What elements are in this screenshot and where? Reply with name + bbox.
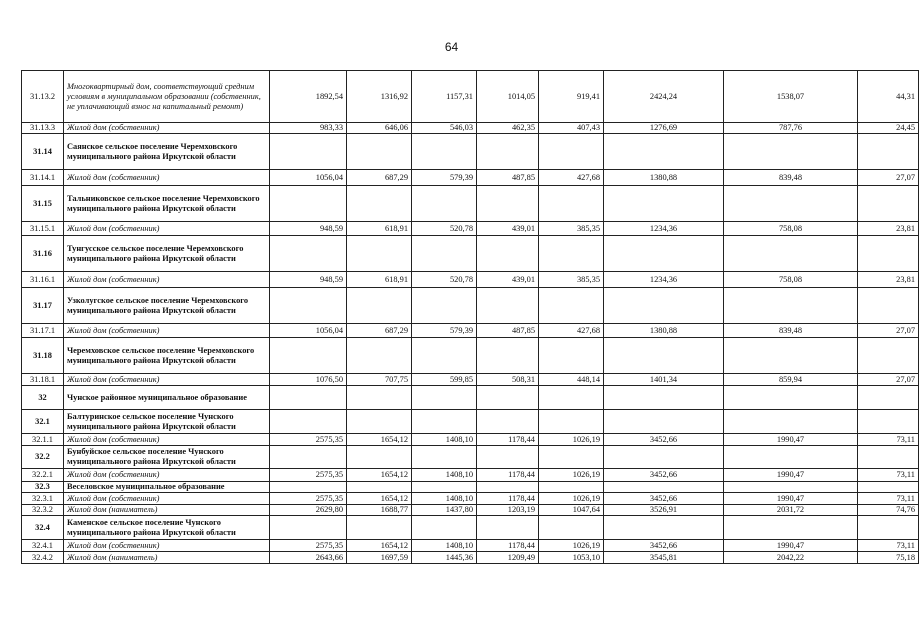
row-code: 32.4	[22, 516, 64, 540]
value-cell-8	[858, 482, 919, 493]
value-cell-4	[477, 288, 539, 324]
value-cell-1	[270, 446, 347, 469]
value-cell-3	[412, 186, 477, 222]
value-cell-2	[347, 482, 412, 493]
value-cell-6: 2424,24	[604, 71, 724, 123]
value-cell-2	[347, 446, 412, 469]
section-row	[22, 236, 919, 272]
value-cell-3: 1437,80	[412, 505, 477, 516]
value-cell-1: 1076,50	[270, 374, 347, 386]
value-cell-6: 3545,81	[604, 552, 724, 564]
value-cell-7	[724, 410, 858, 434]
value-cell-3: 546,03	[412, 123, 477, 134]
value-cell-7	[724, 446, 858, 469]
value-cell-5: 427,68	[539, 170, 604, 186]
row-code: 32.3.1	[22, 493, 64, 505]
value-cell-1	[270, 134, 347, 170]
value-cell-2	[347, 236, 412, 272]
value-cell-6: 1380,88	[604, 324, 724, 338]
value-cell-6: 3452,66	[604, 469, 724, 482]
table-body	[22, 71, 919, 564]
value-cell-5: 1026,19	[539, 434, 604, 446]
value-cell-1: 2643,66	[270, 552, 347, 564]
value-cell-8	[858, 288, 919, 324]
tariff-table	[21, 70, 919, 564]
value-cell-7: 2042,22	[724, 552, 858, 564]
row-code: 32.4.1	[22, 540, 64, 552]
row-description: Жилой дом (собственник)	[64, 272, 270, 288]
value-cell-4	[477, 482, 539, 493]
value-cell-5: 1047,64	[539, 505, 604, 516]
table-row	[22, 434, 919, 446]
value-cell-4: 1014,05	[477, 71, 539, 123]
value-cell-2	[347, 516, 412, 540]
table-row	[22, 552, 919, 564]
row-code: 32	[22, 386, 64, 410]
value-cell-8	[858, 516, 919, 540]
value-cell-3	[412, 338, 477, 374]
value-cell-3: 1157,31	[412, 71, 477, 123]
value-cell-1: 1056,04	[270, 170, 347, 186]
value-cell-5	[539, 386, 604, 410]
value-cell-6	[604, 446, 724, 469]
table-row	[22, 505, 919, 516]
value-cell-7	[724, 236, 858, 272]
value-cell-1	[270, 288, 347, 324]
value-cell-4	[477, 446, 539, 469]
value-cell-2	[347, 134, 412, 170]
value-cell-4: 1203,19	[477, 505, 539, 516]
value-cell-3: 579,39	[412, 324, 477, 338]
value-cell-7	[724, 516, 858, 540]
row-description: Жилой дом (собственник)	[64, 170, 270, 186]
value-cell-8	[858, 338, 919, 374]
value-cell-3	[412, 410, 477, 434]
table-row	[22, 123, 919, 134]
value-cell-4: 487,85	[477, 324, 539, 338]
value-cell-3: 520,78	[412, 272, 477, 288]
table-row	[22, 493, 919, 505]
value-cell-3: 1408,10	[412, 493, 477, 505]
value-cell-5: 427,68	[539, 324, 604, 338]
row-description: Чунское районное муниципальное образование	[64, 386, 270, 410]
section-row	[22, 410, 919, 434]
value-cell-5: 1026,19	[539, 469, 604, 482]
row-description: Балтуринское сельское поселение Чунского муниципального района Иркутской области	[64, 410, 270, 434]
value-cell-6: 3452,66	[604, 540, 724, 552]
row-code: 31.17	[22, 288, 64, 324]
row-description: Тунгусское сельское поселение Черемховского муниципального района Иркутской области	[64, 236, 270, 272]
value-cell-7	[724, 482, 858, 493]
value-cell-7: 787,76	[724, 123, 858, 134]
value-cell-2	[347, 288, 412, 324]
value-cell-2	[347, 186, 412, 222]
value-cell-1	[270, 516, 347, 540]
value-cell-3: 1408,10	[412, 540, 477, 552]
value-cell-5: 1026,19	[539, 540, 604, 552]
value-cell-3	[412, 236, 477, 272]
page-number: 64	[444, 40, 459, 54]
value-cell-1: 1056,04	[270, 324, 347, 338]
row-code: 31.14.1	[22, 170, 64, 186]
value-cell-3	[412, 446, 477, 469]
value-cell-4: 1209,49	[477, 552, 539, 564]
value-cell-1: 2575,35	[270, 434, 347, 446]
value-cell-5: 1053,10	[539, 552, 604, 564]
value-cell-5	[539, 186, 604, 222]
section-row	[22, 482, 919, 493]
value-cell-5	[539, 338, 604, 374]
value-cell-1	[270, 386, 347, 410]
value-cell-3: 579,39	[412, 170, 477, 186]
value-cell-3	[412, 386, 477, 410]
row-description: Жилой дом (собственник)	[64, 540, 270, 552]
row-code: 31.15	[22, 186, 64, 222]
row-description: Жилой дом (собственник)	[64, 123, 270, 134]
value-cell-4: 508,31	[477, 374, 539, 386]
value-cell-6: 1234,36	[604, 222, 724, 236]
row-code: 31.13.2	[22, 71, 64, 123]
value-cell-4: 439,01	[477, 272, 539, 288]
value-cell-1	[270, 410, 347, 434]
row-code: 32.4.2	[22, 552, 64, 564]
table-row	[22, 71, 919, 123]
row-code: 32.1	[22, 410, 64, 434]
value-cell-7: 1990,47	[724, 434, 858, 446]
value-cell-7	[724, 386, 858, 410]
value-cell-7: 1990,47	[724, 493, 858, 505]
value-cell-8: 27,07	[858, 324, 919, 338]
value-cell-2: 687,29	[347, 170, 412, 186]
value-cell-3: 1408,10	[412, 434, 477, 446]
value-cell-1	[270, 236, 347, 272]
value-cell-6	[604, 516, 724, 540]
row-description: Веселовское муниципальное образование	[64, 482, 270, 493]
section-row	[22, 134, 919, 170]
value-cell-1	[270, 338, 347, 374]
value-cell-5: 385,35	[539, 222, 604, 236]
value-cell-6: 1234,36	[604, 272, 724, 288]
value-cell-6	[604, 482, 724, 493]
value-cell-8: 75,18	[858, 552, 919, 564]
table-row	[22, 222, 919, 236]
value-cell-4	[477, 516, 539, 540]
value-cell-7: 2031,72	[724, 505, 858, 516]
value-cell-7	[724, 288, 858, 324]
value-cell-7	[724, 338, 858, 374]
row-description: Жилой дом (собственник)	[64, 493, 270, 505]
value-cell-5	[539, 288, 604, 324]
value-cell-5: 448,14	[539, 374, 604, 386]
value-cell-5	[539, 410, 604, 434]
row-description: Узколугское сельское поселение Черемховского муниципального района Иркутской области	[64, 288, 270, 324]
row-description: Многоквартирный дом, соответствующий средним условиям в муниципальном образовании (собственник, не уплачивающий взнос на капитальный ремонт)	[64, 71, 270, 123]
row-code: 31.13.3	[22, 123, 64, 134]
value-cell-1: 2575,35	[270, 469, 347, 482]
value-cell-1: 948,59	[270, 272, 347, 288]
value-cell-3	[412, 516, 477, 540]
value-cell-7: 758,08	[724, 222, 858, 236]
row-description: Саянское сельское поселение Черемховского муниципального района Иркутской области	[64, 134, 270, 170]
value-cell-6	[604, 338, 724, 374]
value-cell-4	[477, 134, 539, 170]
row-code: 32.3	[22, 482, 64, 493]
value-cell-2: 1654,12	[347, 469, 412, 482]
value-cell-7	[724, 134, 858, 170]
value-cell-4: 1178,44	[477, 493, 539, 505]
value-cell-2: 1688,77	[347, 505, 412, 516]
row-code: 31.15.1	[22, 222, 64, 236]
value-cell-6	[604, 134, 724, 170]
value-cell-7	[724, 186, 858, 222]
table-row	[22, 272, 919, 288]
value-cell-6	[604, 236, 724, 272]
row-code: 32.3.2	[22, 505, 64, 516]
value-cell-5: 385,35	[539, 272, 604, 288]
value-cell-5	[539, 516, 604, 540]
value-cell-5	[539, 482, 604, 493]
value-cell-7: 1538,07	[724, 71, 858, 123]
value-cell-8: 44,31	[858, 71, 919, 123]
value-cell-8: 73,11	[858, 434, 919, 446]
row-description: Жилой дом (наниматель)	[64, 505, 270, 516]
value-cell-1: 1892,54	[270, 71, 347, 123]
value-cell-7: 758,08	[724, 272, 858, 288]
value-cell-8: 23,81	[858, 272, 919, 288]
table-row	[22, 469, 919, 482]
row-description: Жилой дом (наниматель)	[64, 552, 270, 564]
value-cell-2: 707,75	[347, 374, 412, 386]
value-cell-8	[858, 186, 919, 222]
value-cell-2: 1654,12	[347, 540, 412, 552]
row-description: Бунбуйское сельское поселение Чунского муниципального района Иркутской области	[64, 446, 270, 469]
value-cell-8: 27,07	[858, 374, 919, 386]
value-cell-6: 1380,88	[604, 170, 724, 186]
row-description: Черемховское сельское поселение Черемховского муниципального района Иркутской области	[64, 338, 270, 374]
value-cell-6: 3452,66	[604, 434, 724, 446]
value-cell-3	[412, 288, 477, 324]
row-code: 31.18.1	[22, 374, 64, 386]
value-cell-1	[270, 186, 347, 222]
row-code: 31.18	[22, 338, 64, 374]
value-cell-2	[347, 338, 412, 374]
table-row	[22, 540, 919, 552]
value-cell-6	[604, 410, 724, 434]
value-cell-6: 1276,69	[604, 123, 724, 134]
value-cell-4: 1178,44	[477, 540, 539, 552]
value-cell-7: 1990,47	[724, 540, 858, 552]
value-cell-8	[858, 236, 919, 272]
value-cell-4: 439,01	[477, 222, 539, 236]
section-row	[22, 186, 919, 222]
value-cell-4	[477, 410, 539, 434]
value-cell-4	[477, 236, 539, 272]
row-code: 31.16	[22, 236, 64, 272]
value-cell-6: 3526,91	[604, 505, 724, 516]
value-cell-3	[412, 482, 477, 493]
row-code: 31.17.1	[22, 324, 64, 338]
table-row	[22, 170, 919, 186]
value-cell-4: 487,85	[477, 170, 539, 186]
value-cell-4: 462,35	[477, 123, 539, 134]
row-description: Тальниковское сельское поселение Черемховского муниципального района Иркутской области	[64, 186, 270, 222]
value-cell-5	[539, 236, 604, 272]
value-cell-6: 1401,34	[604, 374, 724, 386]
value-cell-8	[858, 446, 919, 469]
value-cell-6: 3452,66	[604, 493, 724, 505]
value-cell-1: 983,33	[270, 123, 347, 134]
row-description: Жилой дом (собственник)	[64, 222, 270, 236]
value-cell-5	[539, 446, 604, 469]
value-cell-7: 839,48	[724, 170, 858, 186]
row-code: 31.14	[22, 134, 64, 170]
value-cell-8	[858, 410, 919, 434]
value-cell-2	[347, 410, 412, 434]
value-cell-8: 73,11	[858, 540, 919, 552]
section-row	[22, 338, 919, 374]
value-cell-1: 2629,80	[270, 505, 347, 516]
table-row	[22, 374, 919, 386]
value-cell-1: 948,59	[270, 222, 347, 236]
row-description: Жилой дом (собственник)	[64, 469, 270, 482]
value-cell-8: 73,11	[858, 493, 919, 505]
row-code: 32.2.1	[22, 469, 64, 482]
value-cell-4: 1178,44	[477, 434, 539, 446]
value-cell-7: 859,94	[724, 374, 858, 386]
value-cell-8: 24,45	[858, 123, 919, 134]
value-cell-3: 1408,10	[412, 469, 477, 482]
value-cell-2: 618,91	[347, 222, 412, 236]
value-cell-8	[858, 386, 919, 410]
value-cell-4	[477, 386, 539, 410]
value-cell-4	[477, 338, 539, 374]
value-cell-5	[539, 134, 604, 170]
value-cell-8	[858, 134, 919, 170]
section-row	[22, 386, 919, 410]
value-cell-3: 520,78	[412, 222, 477, 236]
value-cell-7: 1990,47	[724, 469, 858, 482]
value-cell-2: 1697,59	[347, 552, 412, 564]
row-code: 32.2	[22, 446, 64, 469]
value-cell-1: 2575,35	[270, 540, 347, 552]
value-cell-8: 23,81	[858, 222, 919, 236]
value-cell-2: 646,06	[347, 123, 412, 134]
value-cell-3: 1445,36	[412, 552, 477, 564]
value-cell-1: 2575,35	[270, 493, 347, 505]
row-description: Каменское сельское поселение Чунского муниципального района Иркутской области	[64, 516, 270, 540]
row-description: Жилой дом (собственник)	[64, 434, 270, 446]
row-code: 31.16.1	[22, 272, 64, 288]
value-cell-2: 687,29	[347, 324, 412, 338]
section-row	[22, 288, 919, 324]
row-description: Жилой дом (собственник)	[64, 324, 270, 338]
value-cell-6	[604, 288, 724, 324]
section-row	[22, 516, 919, 540]
value-cell-5: 407,43	[539, 123, 604, 134]
value-cell-2: 618,91	[347, 272, 412, 288]
value-cell-3: 599,85	[412, 374, 477, 386]
value-cell-4: 1178,44	[477, 469, 539, 482]
value-cell-8: 74,76	[858, 505, 919, 516]
value-cell-2: 1654,12	[347, 493, 412, 505]
value-cell-5: 919,41	[539, 71, 604, 123]
row-description: Жилой дом (собственник)	[64, 374, 270, 386]
value-cell-2: 1654,12	[347, 434, 412, 446]
value-cell-8: 73,11	[858, 469, 919, 482]
value-cell-7: 839,48	[724, 324, 858, 338]
value-cell-1	[270, 482, 347, 493]
value-cell-6	[604, 386, 724, 410]
value-cell-2: 1316,92	[347, 71, 412, 123]
value-cell-6	[604, 186, 724, 222]
section-row	[22, 446, 919, 469]
value-cell-5: 1026,19	[539, 493, 604, 505]
value-cell-4	[477, 186, 539, 222]
table-row	[22, 324, 919, 338]
value-cell-8: 27,07	[858, 170, 919, 186]
value-cell-2	[347, 386, 412, 410]
value-cell-3	[412, 134, 477, 170]
row-code: 32.1.1	[22, 434, 64, 446]
